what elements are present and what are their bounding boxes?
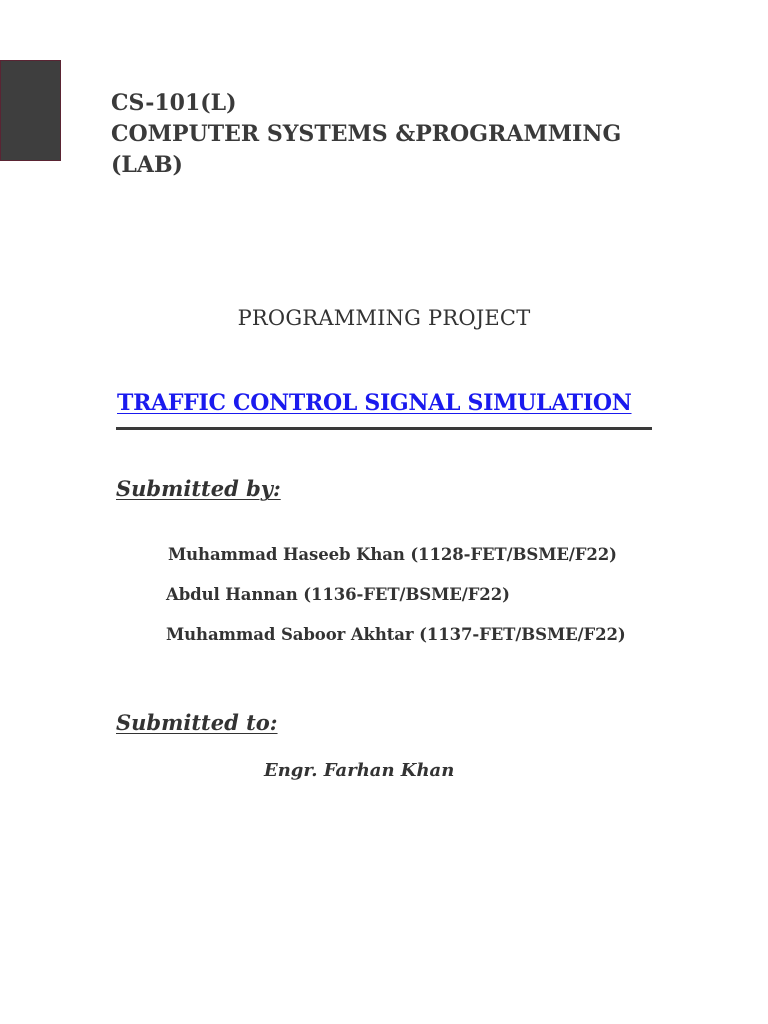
project-label: PROGRAMMING PROJECT: [237, 306, 531, 330]
project-title-link[interactable]: TRAFFIC CONTROL SIGNAL SIMULATION: [117, 390, 632, 416]
supervisor-name: Engr. Farhan Khan: [264, 760, 455, 781]
member-name: Muhammad Haseeb Khan (1128-FET/BSME/F22): [168, 545, 617, 564]
course-header: [111, 88, 731, 181]
submitted-by-heading: Submitted by:: [116, 476, 281, 501]
corner-decoration-block: [0, 60, 61, 161]
course-code: CS-101(L): [111, 90, 237, 116]
submitted-to-heading: Submitted to:: [116, 710, 278, 735]
title-divider: [116, 427, 652, 430]
member-name: Muhammad Saboor Akhtar (1137-FET/BSME/F22): [166, 625, 626, 644]
course-name-line1: COMPUTER SYSTEMS &PROGRAMMING: [111, 121, 622, 147]
course-name-line2: (LAB): [111, 152, 183, 178]
member-name: Abdul Hannan (1136-FET/BSME/F22): [166, 585, 510, 604]
